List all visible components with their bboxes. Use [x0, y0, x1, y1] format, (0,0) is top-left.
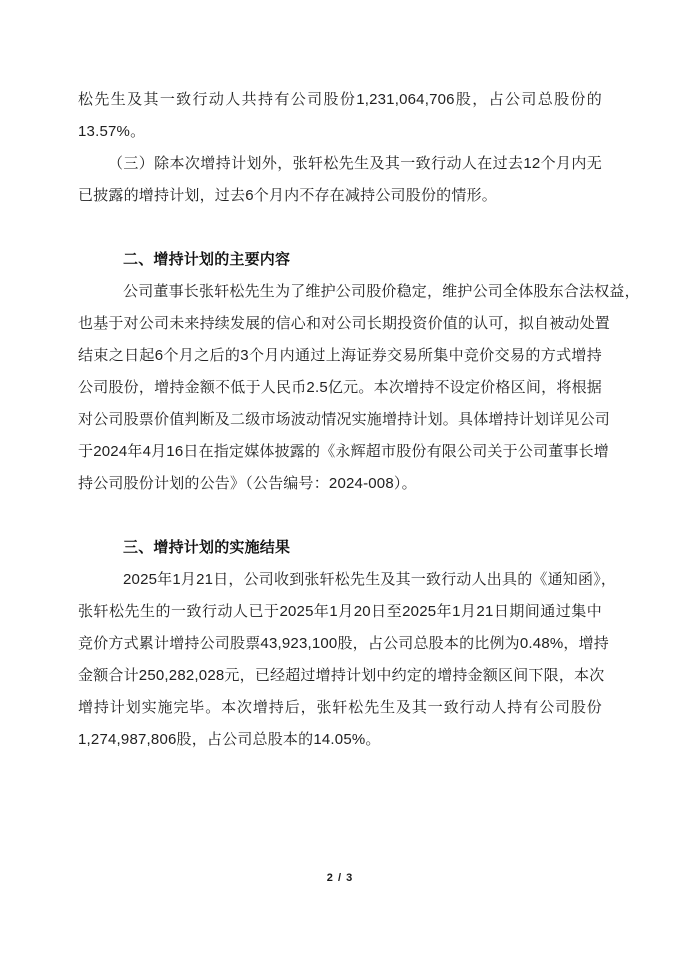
body-line: 对公司股票价值判断及二级市场波动情况实施增持计划。具体增持计划详见公司 [78, 411, 611, 428]
body-line: 张轩松先生的一致行动人已于2025年1月20日至2025年1月21日期间通过集中 [78, 603, 602, 620]
body-line: 结束之日起6个月之后的3个月内通过上海证券交易所集中竞价交易的方式增持 [78, 347, 602, 364]
body-line: 于2024年4月16日在指定媒体披露的《永辉超市股份有限公司关于公司董事长增 [78, 443, 609, 460]
body-line: 公司董事长张轩松先生为了维护公司股价稳定，维护公司全体股东合法权益， [123, 283, 640, 300]
body-line: 1,274,987,806股，占公司总股本的14.05%。 [78, 731, 381, 748]
section-heading: 三、增持计划的实施结果 [123, 539, 291, 556]
body-line: 也基于对公司未来持续发展的信心和对公司长期投资价值的认可，拟自被动处置 [78, 315, 611, 332]
body-line: 松先生及其一致行动人共持有公司股份1,231,064,706股，占公司总股份的 [78, 91, 602, 108]
blank-line [78, 500, 602, 532]
document-body [78, 84, 640, 756]
body-line: （三）除本次增持计划外，张轩松先生及其一致行动人在过去12个月内无 [108, 155, 602, 172]
body-line: 2025年1月21日，公司收到张轩松先生及其一致行动人出具的《通知函》， [123, 571, 617, 588]
body-line: 金额合计250,282,028元，已经超过增持计划中约定的增持金额区间下限，本次 [78, 667, 605, 684]
section-heading: 二、增持计划的主要内容 [123, 251, 291, 268]
body-line: 13.57%。 [78, 123, 146, 140]
body-line: 持公司股份计划的公告》（公告编号：2024-008）。 [78, 475, 417, 492]
body-line: 增持计划实施完毕。本次增持后，张轩松先生及其一致行动人持有公司股份 [78, 699, 602, 716]
blank-line [78, 212, 602, 244]
page-number: 2 / 3 [326, 872, 354, 884]
body-line: 公司股份，增持金额不低于人民币2.5亿元。本次增持不设定价格区间，将根据 [78, 379, 602, 396]
body-line: 竞价方式累计增持公司股票43,923,100股，占公司总股本的比例为0.48%，增持 [78, 635, 610, 652]
body-line: 已披露的增持计划，过去6个月内不存在减持公司股份的情形。 [78, 187, 497, 204]
